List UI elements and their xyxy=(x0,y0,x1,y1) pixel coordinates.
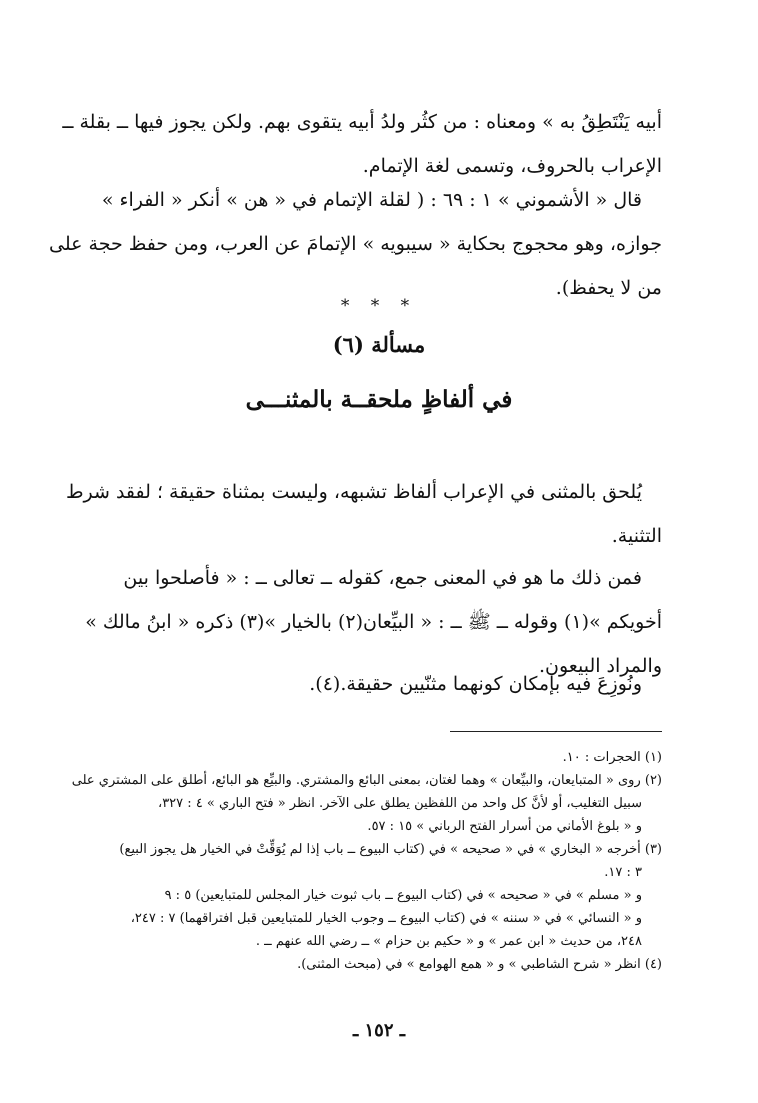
text-line: التثنية. xyxy=(611,525,662,547)
text-line: أخويكم »(١) وقوله ــ ﷺ ــ : « البيِّعان(٢) بالخيار »(٣) ذكره « ابنُ مالك » xyxy=(85,611,662,633)
footnote-line: (٣) أخرجه « البخاري » في « صحيحه » في (كتاب البيوع ــ باب إذا لم يُوَقِّتْ في الخيار هل يجوز البيع) xyxy=(119,842,662,857)
footnote-line: (٤) انظر « شرح الشاطبي » و « همع الهوامع » في (مبحث المثنى). xyxy=(297,957,662,972)
text-line: الإعراب بالحروف، وتسمى لغة الإتمام. xyxy=(362,155,662,177)
footnote-line: و « النسائي » في « سننه » في (كتاب البيوع ــ وجوب الخيار للمتبايعين قبل افتراقهما) ٧ : ٢٤٧، xyxy=(130,911,642,926)
footnotes xyxy=(71,746,662,976)
body-paragraph-3 xyxy=(106,662,662,706)
footnote-line: ٢٤٨، من حديث « ابن عمر » و « حكيم بن حزام » ــ رضي الله عنهم ــ . xyxy=(255,934,642,949)
separator-stars: * * * xyxy=(340,296,418,316)
text-line: جوازه، وهو محجوج بحكاية « سيبويه » الإتمامَ عن العرب، ومن حفظ حجة على xyxy=(49,233,662,255)
text-line: قال « الأشموني » ١ : ٦٩ : ( لقلة الإتمام في « هن » أنكر « الفراء » xyxy=(101,189,642,211)
section-title: في ألفاظٍ ملحقــة بالمثنـــى xyxy=(245,386,513,413)
footnote-divider xyxy=(450,731,662,732)
text-line: ونُوزِعَ فيه بإمكان كونهما مثنّيين حقيقة.(٤). xyxy=(309,673,642,695)
footnote-line: و « مسلم » في « صحيحه » في (كتاب البيوع ــ باب ثبوت خيار المجلس للمتبايعين) ٥ : ٩ xyxy=(164,888,642,903)
footnote-line: (٢) روى « المتبايعان، والبيِّعان » وهما لغتان، بمعنى البائع والمشتري. والبيِّع هو البائع، أطلق على المشتري على xyxy=(71,773,662,788)
text-line: يُلحق بالمثنى في الإعراب ألفاظ تشبهه، وليست بمثناة حقيقة ؛ لفقد شرط xyxy=(65,481,642,503)
quote-paragraph xyxy=(49,178,662,310)
footnote-line: (١) الحجرات : ١٠. xyxy=(562,750,662,765)
body-paragraph-1 xyxy=(65,470,662,558)
footnote-line: و « بلوغ الأماني من أسرار الفتح الرباني » ١٥ : ٥٧. xyxy=(367,819,642,834)
issue-heading: مسألة (٦) xyxy=(332,332,426,357)
text-line: أبيه يَنْتَطِقُ به » ومعناه : من كثُر ولدُ أبيه يتقوى بهم. ولكن يجوز فيها ــ بقلة ــ xyxy=(62,111,662,133)
text-line: فمن ذلك ما هو في المعنى جمع، كقوله ــ تعالى ــ : « فأصلحوا بين xyxy=(123,567,642,589)
text-line: والمراد البيعون. xyxy=(539,655,662,677)
top-paragraph xyxy=(62,100,662,188)
page-number: ـ ١٥٢ ـ xyxy=(352,1020,406,1041)
footnote-line: ٣ : ١٧. xyxy=(604,865,642,880)
footnote-line: سبيل التغليب، أو لأنَّ كل واحد من اللفظين يطلق على الآخر. انظر « فتح الباري » ٤ : ٣٢٧، xyxy=(158,796,642,811)
text-line: من لا يحفظ). xyxy=(555,277,662,299)
